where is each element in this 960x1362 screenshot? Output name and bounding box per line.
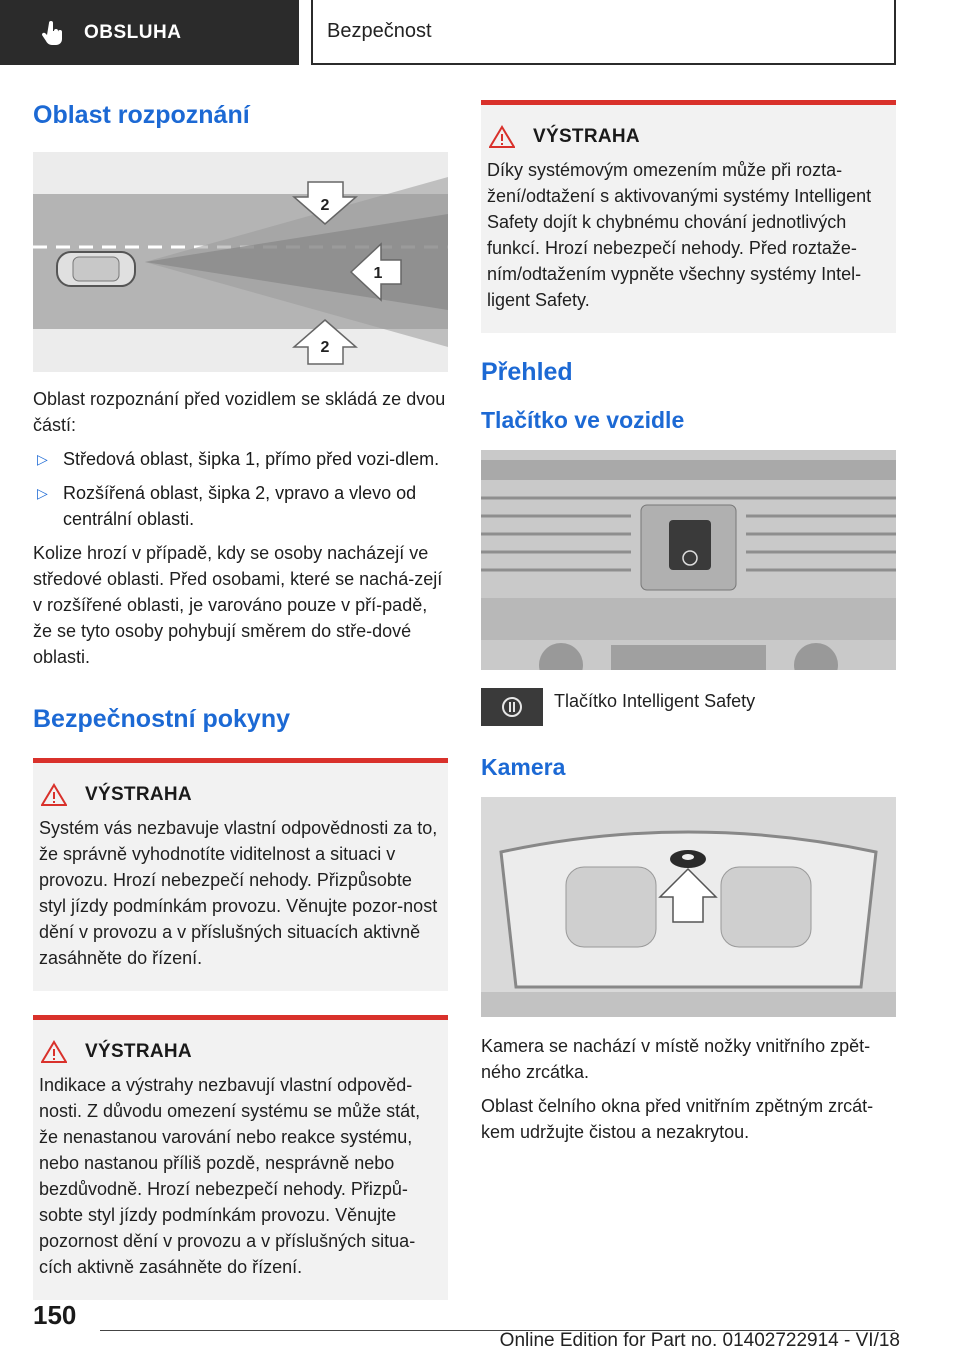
arrow-label-mid: 1: [373, 265, 383, 282]
camera-section-title: Kamera: [481, 754, 566, 780]
left-column: [33, 100, 448, 1300]
camera-paragraph-1: Kamera se nachází v místě nožky vnitřního zpět-ného zrcátka.: [481, 1036, 871, 1082]
warning-triangle-icon: [489, 125, 515, 149]
car-topview-icon: [57, 252, 135, 286]
overview-title: Přehled: [481, 358, 573, 386]
edition-text: Online Edition for Part no. 01402722914 - VI/18: [499, 1330, 900, 1351]
warning-text: Díky systémovým omezením může při rozta-žení/odtažení s aktivovanými systémy Intelligent Safety dojít k chybnému chování jednotlivých funkcí. Hrozí nebezpečí nehody. Před roztaže-ním/odtažením vypněte všechny systémy Intel-ligent Safety.: [487, 160, 872, 310]
hand-pointer-icon: [40, 20, 66, 46]
camera-photo: [481, 797, 896, 1017]
button-section-title: Tlačítko ve vozidle: [481, 407, 685, 433]
intelligent-safety-button-icon: [481, 688, 543, 726]
detection-area-title: Oblast rozpoznání: [33, 101, 250, 129]
warning-triangle-icon: [41, 783, 67, 807]
list-item: [33, 480, 448, 532]
right-column: [481, 100, 896, 1145]
list-item: [33, 446, 448, 472]
section-header: [311, 0, 896, 65]
detection-bullet-list: [33, 446, 448, 532]
camera-paragraph-2: Oblast čelního okna před vnitřním zpětným zrcát-kem udržujte čistou a nezakrytou.: [481, 1096, 874, 1142]
dashboard-button-photo: [481, 450, 896, 670]
warning-title: VÝSTRAHA: [85, 784, 192, 805]
bullet-triangle-icon: ▷: [37, 451, 48, 467]
chapter-tab[interactable]: [0, 0, 299, 65]
button-caption-row: [481, 688, 896, 726]
warning-title: VÝSTRAHA: [85, 1041, 192, 1062]
detection-area-figure: [33, 152, 448, 372]
warning-title: VÝSTRAHA: [533, 126, 640, 147]
bullet-triangle-icon: ▷: [37, 485, 48, 501]
warning-box-2: [33, 1015, 448, 1300]
button-caption: Tlačítko Intelligent Safety: [554, 691, 756, 711]
arrow-label-top: 2: [320, 197, 330, 214]
warning-box-1: [33, 758, 448, 991]
section-header-label: Bezpečnost: [327, 20, 432, 42]
collision-paragraph: Kolize hrozí v případě, kdy se osoby nacházejí ve středové oblasti. Před osobami, které se nachá-zejí v rozšířené oblasti, je varováno pouze v pří-padě, že se tyto osoby pohybují směrem do stře-dové oblasti.: [33, 543, 443, 667]
list-item-text: Rozšířená oblast, šipka 2, vpravo a vlevo od centrální oblasti.: [63, 483, 417, 529]
safety-notes-title: Bezpečnostní pokyny: [33, 705, 290, 733]
chapter-tab-label: OBSLUHA: [84, 21, 182, 43]
warning-box-3: [481, 100, 896, 333]
warning-text: Indikace a výstrahy nezbavují vlastní odpověd-nosti. Z důvodu omezení systému se může stát, že nenastanou varování nebo reakce systému, nebo nastanou příliš pozdě, nesprávně nebo bezdůvodně. Hrozí nebezpečí nehody. Přizpů-sobte styl jízdy podmínkám provozu. Věnujte pozornost dění v provozu a v příslušných situa-cích aktivně zasáhněte do řízení.: [39, 1075, 421, 1277]
warning-triangle-icon: [41, 1040, 67, 1064]
list-item-text: Středová oblast, šipka 1, přímo před vozi-dlem.: [63, 449, 440, 469]
detection-intro: Oblast rozpoznání před vozidlem se skládá ze dvou částí:: [33, 389, 446, 435]
warning-text: Systém vás nezbavuje vlastní odpovědnosti za to, že správně vyhodnotíte viditelnost a situaci v provozu. Hrozí nebezpečí nehody. Přizpůsobte styl jízdy podmínkám provozu. Věnujte pozor-nost dění v provozu a v příslušných situacích aktivně zasáhněte do řízení.: [39, 818, 438, 968]
page-number: 150: [33, 1300, 77, 1330]
arrow-label-bot: 2: [320, 339, 330, 356]
